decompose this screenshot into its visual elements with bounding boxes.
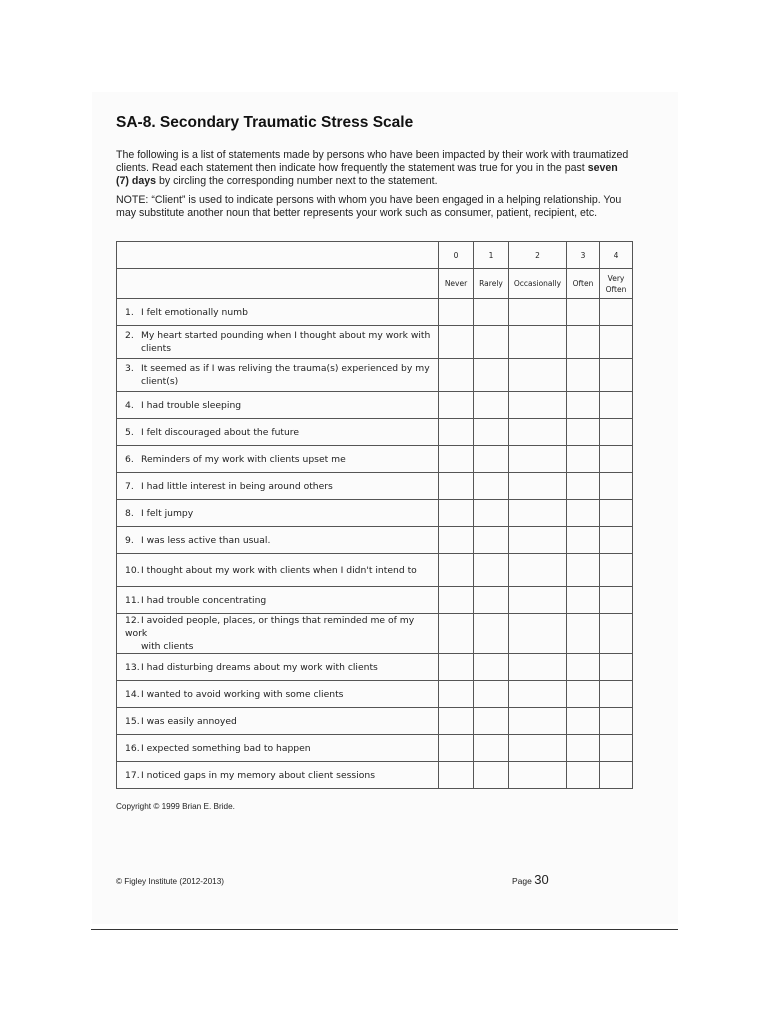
statement-row: [117, 473, 633, 500]
rating-cell-1[interactable]: [474, 681, 509, 708]
rating-cell-3[interactable]: [567, 735, 600, 762]
statement-text: I felt discouraged about the future: [141, 426, 300, 438]
scale-number: 1: [474, 242, 509, 269]
statement-cell: [117, 614, 439, 654]
scale-number: 2: [509, 242, 567, 269]
rating-cell-2[interactable]: [509, 419, 567, 446]
statement-text: I avoided people, places, or things that reminded me of my work: [125, 615, 415, 639]
statement-text: I had little interest in being around others: [141, 480, 333, 492]
rating-cell-1[interactable]: [474, 554, 509, 587]
rating-cell-4[interactable]: [600, 654, 633, 681]
statement-text-continued: client(s): [141, 376, 179, 387]
statement-cell: [117, 587, 439, 614]
rating-cell-2[interactable]: [509, 554, 567, 587]
rating-cell-3[interactable]: [567, 446, 600, 473]
rating-cell-1[interactable]: [474, 587, 509, 614]
rating-cell-4[interactable]: [600, 359, 633, 392]
rating-cell-4[interactable]: [600, 554, 633, 587]
rating-cell-0[interactable]: [439, 554, 474, 587]
statement-number: 10.: [125, 564, 140, 576]
rating-cell-2[interactable]: [509, 614, 567, 654]
statement-cell: [117, 473, 439, 500]
statement-number: 14.: [125, 688, 140, 700]
rating-cell-3[interactable]: [567, 419, 600, 446]
rating-cell-0[interactable]: [439, 614, 474, 654]
statement-text: My heart started pounding when I thought about my work with: [141, 330, 431, 341]
statement-cell: [117, 527, 439, 554]
rating-cell-0[interactable]: [439, 654, 474, 681]
statement-row: [117, 614, 633, 654]
statement-text-continued: with clients: [141, 641, 194, 652]
rating-cell-4[interactable]: [600, 500, 633, 527]
page-label: Page: [512, 876, 532, 886]
rating-cell-4[interactable]: [600, 299, 633, 326]
rating-cell-0[interactable]: [439, 326, 474, 359]
statement-number: 3.: [125, 363, 134, 374]
note-paragraph: NOTE: “Client” is used to indicate persons with whom you have been engaged in a helping relationship. You may substitute another noun that better represents your work such as consumer, patient, recipient, etc.: [116, 194, 622, 219]
rating-cell-4[interactable]: [600, 614, 633, 654]
rating-cell-2[interactable]: [509, 527, 567, 554]
rating-cell-3[interactable]: [567, 587, 600, 614]
rating-cell-3[interactable]: [567, 299, 600, 326]
statement-text: Reminders of my work with clients upset me: [141, 453, 346, 465]
statement-cell: [117, 762, 439, 789]
rating-cell-2[interactable]: [509, 735, 567, 762]
statement-number: 1.: [125, 306, 134, 318]
scale-label-row: [117, 269, 633, 299]
statement-number: 5.: [125, 426, 134, 438]
rating-cell-0[interactable]: [439, 681, 474, 708]
page-title: SA-8. Secondary Traumatic Stress Scale: [116, 114, 414, 131]
rating-cell-0[interactable]: [439, 473, 474, 500]
rating-cell-2[interactable]: [509, 708, 567, 735]
statement-number: 8.: [125, 507, 134, 519]
rating-cell-4[interactable]: [600, 587, 633, 614]
statement-text-continued: clients: [141, 343, 172, 354]
statement-row: [117, 527, 633, 554]
rating-cell-1[interactable]: [474, 446, 509, 473]
footer-divider: [91, 929, 678, 930]
statement-text: I wanted to avoid working with some clients: [141, 688, 344, 700]
rating-cell-1[interactable]: [474, 473, 509, 500]
rating-cell-1[interactable]: [474, 419, 509, 446]
statement-row: [117, 762, 633, 789]
rating-cell-0[interactable]: [439, 359, 474, 392]
statement-cell: [117, 554, 439, 587]
rating-cell-3[interactable]: [567, 614, 600, 654]
rating-cell-4[interactable]: [600, 473, 633, 500]
statement-text: I was easily annoyed: [141, 715, 237, 727]
copyright-notice: Copyright © 1999 Brian E. Bride.: [116, 802, 235, 811]
rating-cell-1[interactable]: [474, 326, 509, 359]
scale-label: Often: [567, 269, 600, 299]
header-blank-cell: [117, 269, 439, 299]
scale-number: 3: [567, 242, 600, 269]
scale-number: 0: [439, 242, 474, 269]
statement-text: I felt jumpy: [141, 507, 194, 519]
scale-label: Never: [439, 269, 474, 299]
statement-cell: [117, 735, 439, 762]
rating-cell-0[interactable]: [439, 392, 474, 419]
statement-number: 12.: [125, 615, 140, 626]
statement-text: I felt emotionally numb: [141, 306, 248, 318]
rating-cell-1[interactable]: [474, 654, 509, 681]
statement-cell: [117, 419, 439, 446]
statement-cell: [117, 446, 439, 473]
rating-cell-0[interactable]: [439, 446, 474, 473]
rating-cell-0[interactable]: [439, 527, 474, 554]
statement-row: [117, 681, 633, 708]
rating-cell-2[interactable]: [509, 473, 567, 500]
statement-text: It seemed as if I was reliving the trauma(s) experienced by my: [141, 363, 430, 374]
statement-number: 13.: [125, 661, 140, 673]
rating-cell-2[interactable]: [509, 500, 567, 527]
statement-cell: [117, 392, 439, 419]
statement-text: I thought about my work with clients when I didn't intend to: [141, 564, 417, 576]
statement-number: 2.: [125, 330, 134, 341]
rating-cell-0[interactable]: [439, 587, 474, 614]
scale-label: Rarely: [474, 269, 509, 299]
rating-cell-4[interactable]: [600, 708, 633, 735]
rating-cell-0[interactable]: [439, 299, 474, 326]
statement-row: [117, 500, 633, 527]
statement-text: I was less active than usual.: [141, 534, 271, 546]
statement-cell: [117, 681, 439, 708]
rating-cell-1[interactable]: [474, 735, 509, 762]
statement-number: 9.: [125, 534, 134, 546]
rating-cell-4[interactable]: [600, 446, 633, 473]
rating-cell-4[interactable]: [600, 419, 633, 446]
statement-number: 11.: [125, 594, 140, 606]
statement-row: [117, 446, 633, 473]
rating-cell-2[interactable]: [509, 587, 567, 614]
statement-number: 16.: [125, 742, 140, 754]
statement-text: I noticed gaps in my memory about client sessions: [141, 769, 375, 781]
instructions-bold-period: seven (7) days: [116, 161, 618, 187]
statement-text: I had disturbing dreams about my work with clients: [141, 661, 378, 673]
rating-cell-4[interactable]: [600, 735, 633, 762]
header-blank-cell: [117, 242, 439, 269]
rating-cell-4[interactable]: [600, 392, 633, 419]
rating-cell-2[interactable]: [509, 681, 567, 708]
rating-cell-1[interactable]: [474, 359, 509, 392]
statement-number: 6.: [125, 453, 134, 465]
rating-cell-1[interactable]: [474, 500, 509, 527]
rating-cell-1[interactable]: [474, 392, 509, 419]
rating-cell-3[interactable]: [567, 554, 600, 587]
statement-cell: [117, 654, 439, 681]
rating-cell-3[interactable]: [567, 500, 600, 527]
instructions-text-1: The following is a list of statements made by persons who have been impacted by their work with traumatized clients. Read each statement then indicate how frequently the statement was true for you in the past: [116, 149, 629, 174]
rating-cell-4[interactable]: [600, 681, 633, 708]
rating-cell-2[interactable]: [509, 654, 567, 681]
rating-cell-2[interactable]: [509, 392, 567, 419]
rating-cell-4[interactable]: [600, 762, 633, 789]
rating-cell-0[interactable]: [439, 500, 474, 527]
footer-page: [512, 872, 549, 887]
rating-cell-1[interactable]: [474, 299, 509, 326]
statement-cell: [117, 326, 439, 359]
scale-label: Very Often: [600, 269, 633, 299]
instructions-paragraph: [116, 149, 632, 187]
rating-cell-2[interactable]: [509, 299, 567, 326]
rating-cell-3[interactable]: [567, 654, 600, 681]
rating-cell-2[interactable]: [509, 326, 567, 359]
footer-institute: © Figley Institute (2012-2013): [116, 877, 224, 886]
statement-text: I had trouble sleeping: [141, 399, 242, 411]
rating-cell-2[interactable]: [509, 359, 567, 392]
statement-cell: [117, 299, 439, 326]
rating-cell-2[interactable]: [509, 762, 567, 789]
statement-row: [117, 419, 633, 446]
rating-cell-0[interactable]: [439, 708, 474, 735]
rating-cell-3[interactable]: [567, 708, 600, 735]
rating-cell-4[interactable]: [600, 527, 633, 554]
statement-text: I expected something bad to happen: [141, 742, 311, 754]
rating-cell-2[interactable]: [509, 446, 567, 473]
rating-cell-1[interactable]: [474, 762, 509, 789]
rating-cell-0[interactable]: [439, 762, 474, 789]
rating-cell-0[interactable]: [439, 419, 474, 446]
scale-number-row: [117, 242, 633, 269]
rating-cell-1[interactable]: [474, 708, 509, 735]
statement-number: 7.: [125, 480, 134, 492]
statement-cell: [117, 359, 439, 392]
rating-cell-3[interactable]: [567, 681, 600, 708]
rating-cell-4[interactable]: [600, 326, 633, 359]
stress-scale-table: [116, 241, 633, 789]
statement-text: I had trouble concentrating: [141, 594, 267, 606]
statement-row: [117, 299, 633, 326]
statement-row: [117, 735, 633, 762]
statement-cell: [117, 500, 439, 527]
rating-cell-3[interactable]: [567, 326, 600, 359]
statement-row: [117, 326, 633, 359]
statement-row: [117, 359, 633, 392]
instructions-text-2: by circling the corresponding number next to the statement.: [156, 174, 438, 187]
rating-cell-3[interactable]: [567, 473, 600, 500]
scale-label: Occasionally: [509, 269, 567, 299]
scale-number: 4: [600, 242, 633, 269]
statement-cell: [117, 708, 439, 735]
statement-row: [117, 708, 633, 735]
statement-number: 15.: [125, 715, 140, 727]
rating-cell-3[interactable]: [567, 762, 600, 789]
statement-row: [117, 587, 633, 614]
rating-cell-0[interactable]: [439, 735, 474, 762]
rating-cell-3[interactable]: [567, 359, 600, 392]
statement-row: [117, 554, 633, 587]
statement-row: [117, 392, 633, 419]
statement-number: 17.: [125, 769, 140, 781]
rating-cell-1[interactable]: [474, 527, 509, 554]
page-number: 30: [534, 872, 549, 887]
rating-cell-1[interactable]: [474, 614, 509, 654]
statement-row: [117, 654, 633, 681]
rating-cell-3[interactable]: [567, 527, 600, 554]
rating-cell-3[interactable]: [567, 392, 600, 419]
statement-number: 4.: [125, 399, 134, 411]
